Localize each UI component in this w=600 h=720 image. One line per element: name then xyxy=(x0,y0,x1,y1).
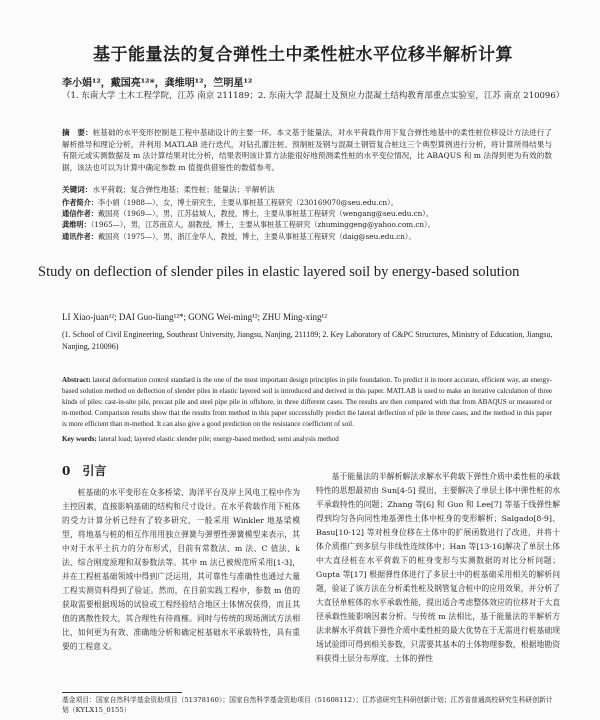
section-heading: 0 引言 xyxy=(62,464,107,478)
footnote-rule xyxy=(62,692,182,693)
body-column-right xyxy=(316,470,560,666)
bio-label: 龚维明： xyxy=(62,220,91,229)
keywords-en-text: lateral load; layered elastic slender pile; energy-based method; semi analysis method xyxy=(98,435,339,443)
body-paragraph: 基于能量法的半解析解法求解水平荷载下弹性介质中柔性桩的承载特性的思想最初由 Sun[4-5] 提出，主要解决了单层土体中弹性桩的水平承载特性的问题；Zhang 等[6] 和 Guo 和 Lee[7] 等基于线弹性解得到均匀各向同性地基弹性土体中桩身的变形解析；Salgado[8-9]、Basu[10-12] 等对桩身位移在土体中的扩展函数进行了改进，并将十体介质推广到多层与非线性连续体中；Han 等[13-16]解决了单层土体中大直径桩在水平荷载下的桩身变形与实测数据的对比分析问题；Gupta 等[17] 根据弹性体进行了多层土中的桩基础采用相关的解析问题，验证了该方法在分析柔性桩及钢管复合桩中的应用效果，并分析了大直径单桩体的水平承载性能，提出适合考虑整体效应的位移对于大直径承载性能影响因素分析。与传统 m 法相比，基于能量法的半解析方法求解水平荷载下弹性介质中柔性桩的最大优势在于无需进行桩基础现场试验即可得到相关参数，只需要其基本的土体物理参数，根据地勘资料获得土层分布厚度、土体的弹性 xyxy=(316,472,560,663)
bio-line xyxy=(62,219,557,230)
bio-label: 通信作者： xyxy=(62,209,98,218)
keywords-cn-text: 水平荷载；复合弹性地基；柔性桩；能量法；半解析法 xyxy=(92,185,275,194)
bio-text: 戴国亮（1975—），男，浙江金华人，教授，博士，主要从事桩基工程研究（daig@seu.edu.cn）。 xyxy=(97,232,416,241)
title-cn: 基于能量法的复合弹性土中柔性桩水平位移半解析计算 xyxy=(93,45,513,65)
abstract-cn xyxy=(62,127,552,173)
abstract-cn-text: 桩基础的水平变形控制是工程中基础设计的主要一环。本文基于能量法，对水平荷载作用下复合弹性地基中的柔性桩位移设计方法进行了解析推导和理论分析，并利用 MATLAB 进行迭代，对钻孔灌注桩、预制桩及钢与混凝土钢管复合桩这三个典型算例进行分析，将计算所得结果与有限元或实测数据及 m 法计算结果对比分析，结果表明该计算方法能很好地预测柔性桩的水平变位情况，比 ABAQUS 和 m 法得到更为有效的数据，该法也可以为计算中确定参数 m 值提供借鉴性的数值参考。 xyxy=(62,128,553,172)
abstract-en xyxy=(62,375,552,430)
body-paragraph: 桩基础的水平变形在众多桥梁、海洋平台及岸上风电工程中作为主控因素，直接影响基础的结构和尺寸设计。在水平荷载作用下桩体的受力计算分析已经有了较多研究，一般采用 Winkler 地基梁模型，将地基与桩的相互作用用独立弹簧与弹塑性弹簧模型来表示，其中对于水平土抗力的分布形式，目前有常数法、m 法、C 值法、k 法、综合刚度原理和双参数法等。其中 m 法已被规范所采用[1-3]，并在工程桩基础领域中得到广泛运用，其可靠性与准确性也通过大量工程实测资料得到了验证。然而，在目前实践工程中，参数 m 值的获取需要根据现场的试验或工程经验结合地区土体情况获得，而且其值的离散性较大，其合理性有待商榷。同时与传统的现场测试方法相比，如何更为有效、准确地分析和确定桩基础水平承载特性，具有重要的工程意义。 xyxy=(62,488,300,651)
bio-line xyxy=(62,208,557,219)
keywords-en-label: Key words: xyxy=(62,435,97,443)
bio-label: 通讯作者： xyxy=(62,232,98,241)
bio-text: 戴国亮（1969—），男，江苏盐城人，教授，博士，主要从事桩基工程研究（wengang@seu.edu.cn）。 xyxy=(97,209,434,218)
affiliation-cn: （1. 东南大学 土木工程学院，江苏 南京 211189；2. 东南大学 混凝土及预应力混凝土结构教育部重点实验室，江苏 南京 210096） xyxy=(62,91,565,101)
footnote: 基金项目：国家自然科学基金资助项目（51378160）；国家自然科学基金资助项目（51608112）；江苏省研究生科研创新计划；江苏省普通高校研究生科研创新计划（KYLX15_0155） xyxy=(62,696,553,714)
keywords-cn-label: 关键词： xyxy=(62,185,93,194)
title-en: Study on deflection of slender piles in elastic layered soil by energy-based solution xyxy=(38,264,520,280)
abstract-en-label: Abstract: xyxy=(62,376,91,384)
keywords-cn xyxy=(62,184,552,195)
abstract-en-text: lateral deformation control standard is the one of the most important design principles in pile foundation. To predict it in more accurate, efficient way, an energy-based solution method on deflection of slender piles in elastic layered soil is introduced and derived in this paper. MATLAB is used to make an iterative calculation of three kinds of piles: cast-in-site pile, precast pile and steel pipe pile in offshore, in three different cases. The results are then compared with that from ABAQUS or measured or m-method. Comparison results show that the results from method in this paper successfully predict the lateral deflection of pile in three cases, and the method in this paper is more efficient than m-method. It can also give a good prediction on the resistance coefficient of soil. xyxy=(62,376,552,428)
bio-line xyxy=(62,197,557,208)
bio-line xyxy=(62,231,557,242)
authors-cn: 李小娟¹²，戴国亮¹²*，龚维明¹²，竺明星¹² xyxy=(62,78,253,89)
affiliation-en: (1. School of Civil Engineering, Southeast University, Jiangsu, Nanjing, 211189; 2. Key Laboratory of C&PC Structures, Ministry of Education, Jiangsu, Nanjing, 210096) xyxy=(62,330,553,351)
abstract-cn-label: 摘 要： xyxy=(62,128,93,137)
authors-en: LI Xiao-juan¹²; DAI Guo-liang¹²*; GONG Wei-ming¹²; ZHU Ming-xing¹² xyxy=(62,312,327,322)
bio-text: （1965—），男，江苏南京人，副教授，博士，主要从事桩基工程研究（zhuminggeng@yahoo.com.cn）。 xyxy=(90,220,435,229)
bio-label: 作者简介： xyxy=(62,198,98,207)
keywords-en xyxy=(62,435,557,443)
body-column-left xyxy=(62,464,300,654)
bio-text: 李小娟（1988—），女，博士研究生，主要从事桩基工程研究（230169070@seu.edu.cn）。 xyxy=(97,198,398,207)
